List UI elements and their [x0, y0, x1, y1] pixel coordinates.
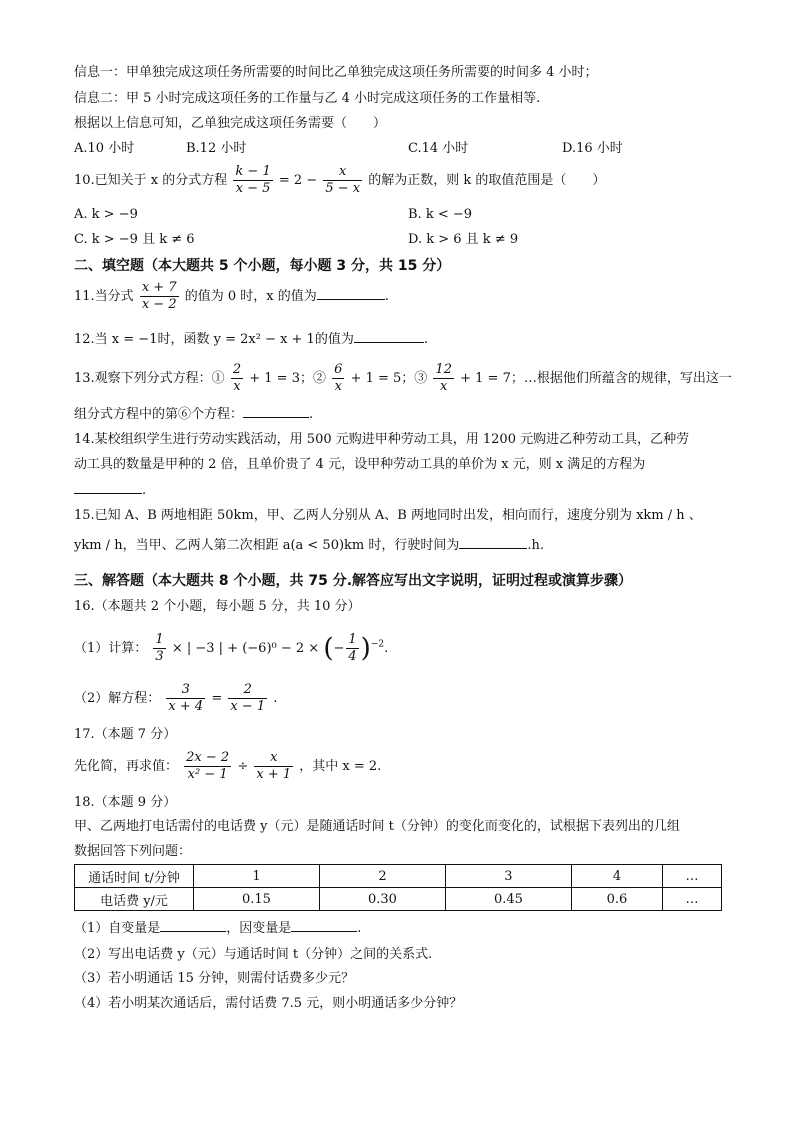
- info-line-2: 信息二：甲 5 小时完成这项任务的工作量与乙 4 小时完成这项任务的工作量相等.: [74, 91, 541, 106]
- info-line-1: 信息一：甲单独完成这项任务所需要的时间比乙单独完成这项任务所需要的时间多 4 小时；: [74, 65, 598, 80]
- q14-line-2: 动工具的数量是甲种的 2 倍，且单价贵了 4 元，设甲种劳动工具的单价为 x 元，则 x 满足的方程为: [74, 457, 646, 472]
- table-cell: 3: [445, 865, 571, 888]
- q12-answer-blank[interactable]: [354, 342, 424, 343]
- q10-stem: 10.已知关于 x 的分式方程 $\frac{k - 1}{x - 5}$ = 2 − $\frac{x}{5 - x}$ 的解为正数，则 k 的取值范围是（ ）: [74, 164, 606, 196]
- q17-header: 17.（本题 7 分）: [74, 727, 177, 742]
- table-cell: 0.6: [571, 888, 662, 911]
- table-cell: …: [663, 888, 722, 911]
- table-row: [75, 888, 722, 911]
- table-cell: 电话费 y/元: [75, 888, 194, 911]
- q10-fraction-2: $\frac{x}{5 - x}$: [325, 164, 361, 196]
- q10-fraction-1: $\frac{k - 1}{x - 5}$: [235, 164, 271, 196]
- q17-body: 先化简，再求值： $\frac{2x - 2}{\text{x² − 1}}$ ÷ $\frac{x}{x + 1}$ ，其中 x = 2.: [74, 750, 382, 782]
- q11-fraction: $\frac{x + 7}{x - 2}$: [141, 280, 177, 312]
- q10-option-b[interactable]: B. k < −9: [408, 207, 473, 222]
- right-paren: ): [360, 633, 371, 664]
- q16-header: 16.（本题共 2 个小题，每小题 5 分，共 10 分）: [74, 599, 361, 614]
- q17-fraction-1: $\frac{2x - 2}{\text{x² − 1}}$: [186, 750, 230, 782]
- table-cell: 0.15: [194, 888, 320, 911]
- q11-answer-blank[interactable]: [317, 299, 385, 300]
- table-cell: …: [663, 865, 722, 888]
- q18-sub-4: （4）若小明某次通话后，需付话费 7.5 元，则小明通话多少分钟？: [74, 996, 463, 1011]
- section-3-title: 三、解答题（本大题共 8 个小题，共 75 分.解答应写出文字说明，证明过程或演算步骤）: [74, 573, 633, 589]
- q9-option-c[interactable]: C.14 小时: [408, 141, 469, 156]
- q16-fraction-third: $\frac{1}{3}$: [155, 632, 164, 664]
- q13-answer-blank[interactable]: [243, 417, 309, 418]
- q18-header: 18.（本题 9 分）: [74, 795, 177, 810]
- table-row: [75, 865, 722, 888]
- q16-part-2: （2）解方程： $\frac{3}{x + 4}$ = $\frac{2}{x - 1}$ .: [74, 682, 278, 714]
- section-2-title: 二、填空题（本大题共 5 个小题，每小题 3 分，共 15 分）: [74, 258, 451, 274]
- table-cell: 2: [319, 865, 445, 888]
- q18-line-2: 数据回答下列问题：: [74, 844, 192, 859]
- q9-option-a[interactable]: A.10 小时: [74, 141, 135, 156]
- q16-right-fraction: $\frac{2}{x - 1}$: [230, 682, 266, 714]
- q9-option-d[interactable]: D.16 小时: [562, 141, 623, 156]
- q18-line-1: 甲、乙两地打电话需付的电话费 y（元）是随通话时间 t（分钟）的变化而变化的，试根据下表列出的几组: [74, 819, 680, 834]
- table-cell: 0.45: [445, 888, 571, 911]
- q12: 12.当 x = −1时，函数 y = 2x² − x + 1的值为 .: [74, 332, 428, 347]
- table-cell: 通话时间 t/分钟: [75, 865, 194, 888]
- q13-fraction-3: $\frac{12}{x}$: [435, 362, 452, 394]
- q10-option-a[interactable]: A. k > −9: [74, 207, 138, 222]
- table-cell: 0.30: [319, 888, 445, 911]
- q14-line-1: 14.某校组织学生进行劳动实践活动，用 500 元购进甲种劳动工具，用 1200 元购进乙种劳动工具，乙种劳: [74, 432, 690, 447]
- q10-option-c[interactable]: C. k > −9 且 k ≠ 6: [74, 232, 195, 247]
- q15-answer-blank[interactable]: [459, 548, 527, 549]
- q16-part-1: （1）计算： $\frac{1}{3}$ × | −3 | + (−6)⁰ − 2 × (− $\frac{1}{4}$ )$^{-2}$.: [74, 632, 389, 664]
- q13: 13.观察下列分式方程：① $\frac{2}{x}$ + 1 = 3；② $\frac{6}{x}$ + 1 = 5；③ $\frac{12}{x}$ + 1 = 7；…根据他们所蕴含的规律，写出这一: [74, 362, 732, 394]
- left-paren: (: [323, 633, 334, 664]
- q18-sub-3: （3）若小明通话 15 分钟，则需付话费多少元？: [74, 971, 355, 986]
- q11: 11.当分式 $\frac{x + 7}{x - 2}$ 的值为 0 时，x 的值为 .: [74, 280, 389, 312]
- table-cell: 4: [571, 865, 662, 888]
- q18-data-table: [74, 864, 722, 911]
- q13-fraction-1: $\frac{2}{x}$: [232, 362, 242, 394]
- q15-line-2: ykm / h，当甲、乙两人第二次相距 a(a < 50)km 时，行驶时间为 .h.: [74, 538, 545, 553]
- q9-option-b[interactable]: B.12 小时: [186, 141, 247, 156]
- q17-fraction-2: $\frac{x}{x + 1}$: [256, 750, 292, 782]
- q18-blank-independent[interactable]: [160, 931, 226, 932]
- q18-sub-2: （2）写出电话费 y（元）与通话时间 t（分钟）之间的关系式.: [74, 947, 433, 962]
- q15-line-1: 15.已知 A、B 两地相距 50km，甲、乙两人分别从 A、B 两地同时出发，相向而行，速度分别为 xkm / h 、: [74, 508, 702, 523]
- info-question: 根据以上信息可知，乙单独完成这项任务需要（ ）: [74, 116, 387, 131]
- q16-fraction-quarter: $\frac{1}{4}$: [348, 632, 357, 664]
- q14-line-3: .: [74, 482, 146, 500]
- q14-answer-blank[interactable]: [74, 493, 142, 494]
- q13-line-2: 组分式方程中的第⑥个方程： .: [74, 407, 314, 422]
- q10-option-d[interactable]: D. k > 6 且 k ≠ 9: [408, 232, 519, 247]
- q18-blank-dependent[interactable]: [291, 931, 357, 932]
- q13-fraction-2: $\frac{6}{x}$: [334, 362, 343, 394]
- table-cell: 1: [194, 865, 320, 888]
- q16-left-fraction: $\frac{3}{x + 4}$: [168, 682, 204, 714]
- q18-sub-1: （1）自变量是 ，因变量是 .: [74, 921, 362, 936]
